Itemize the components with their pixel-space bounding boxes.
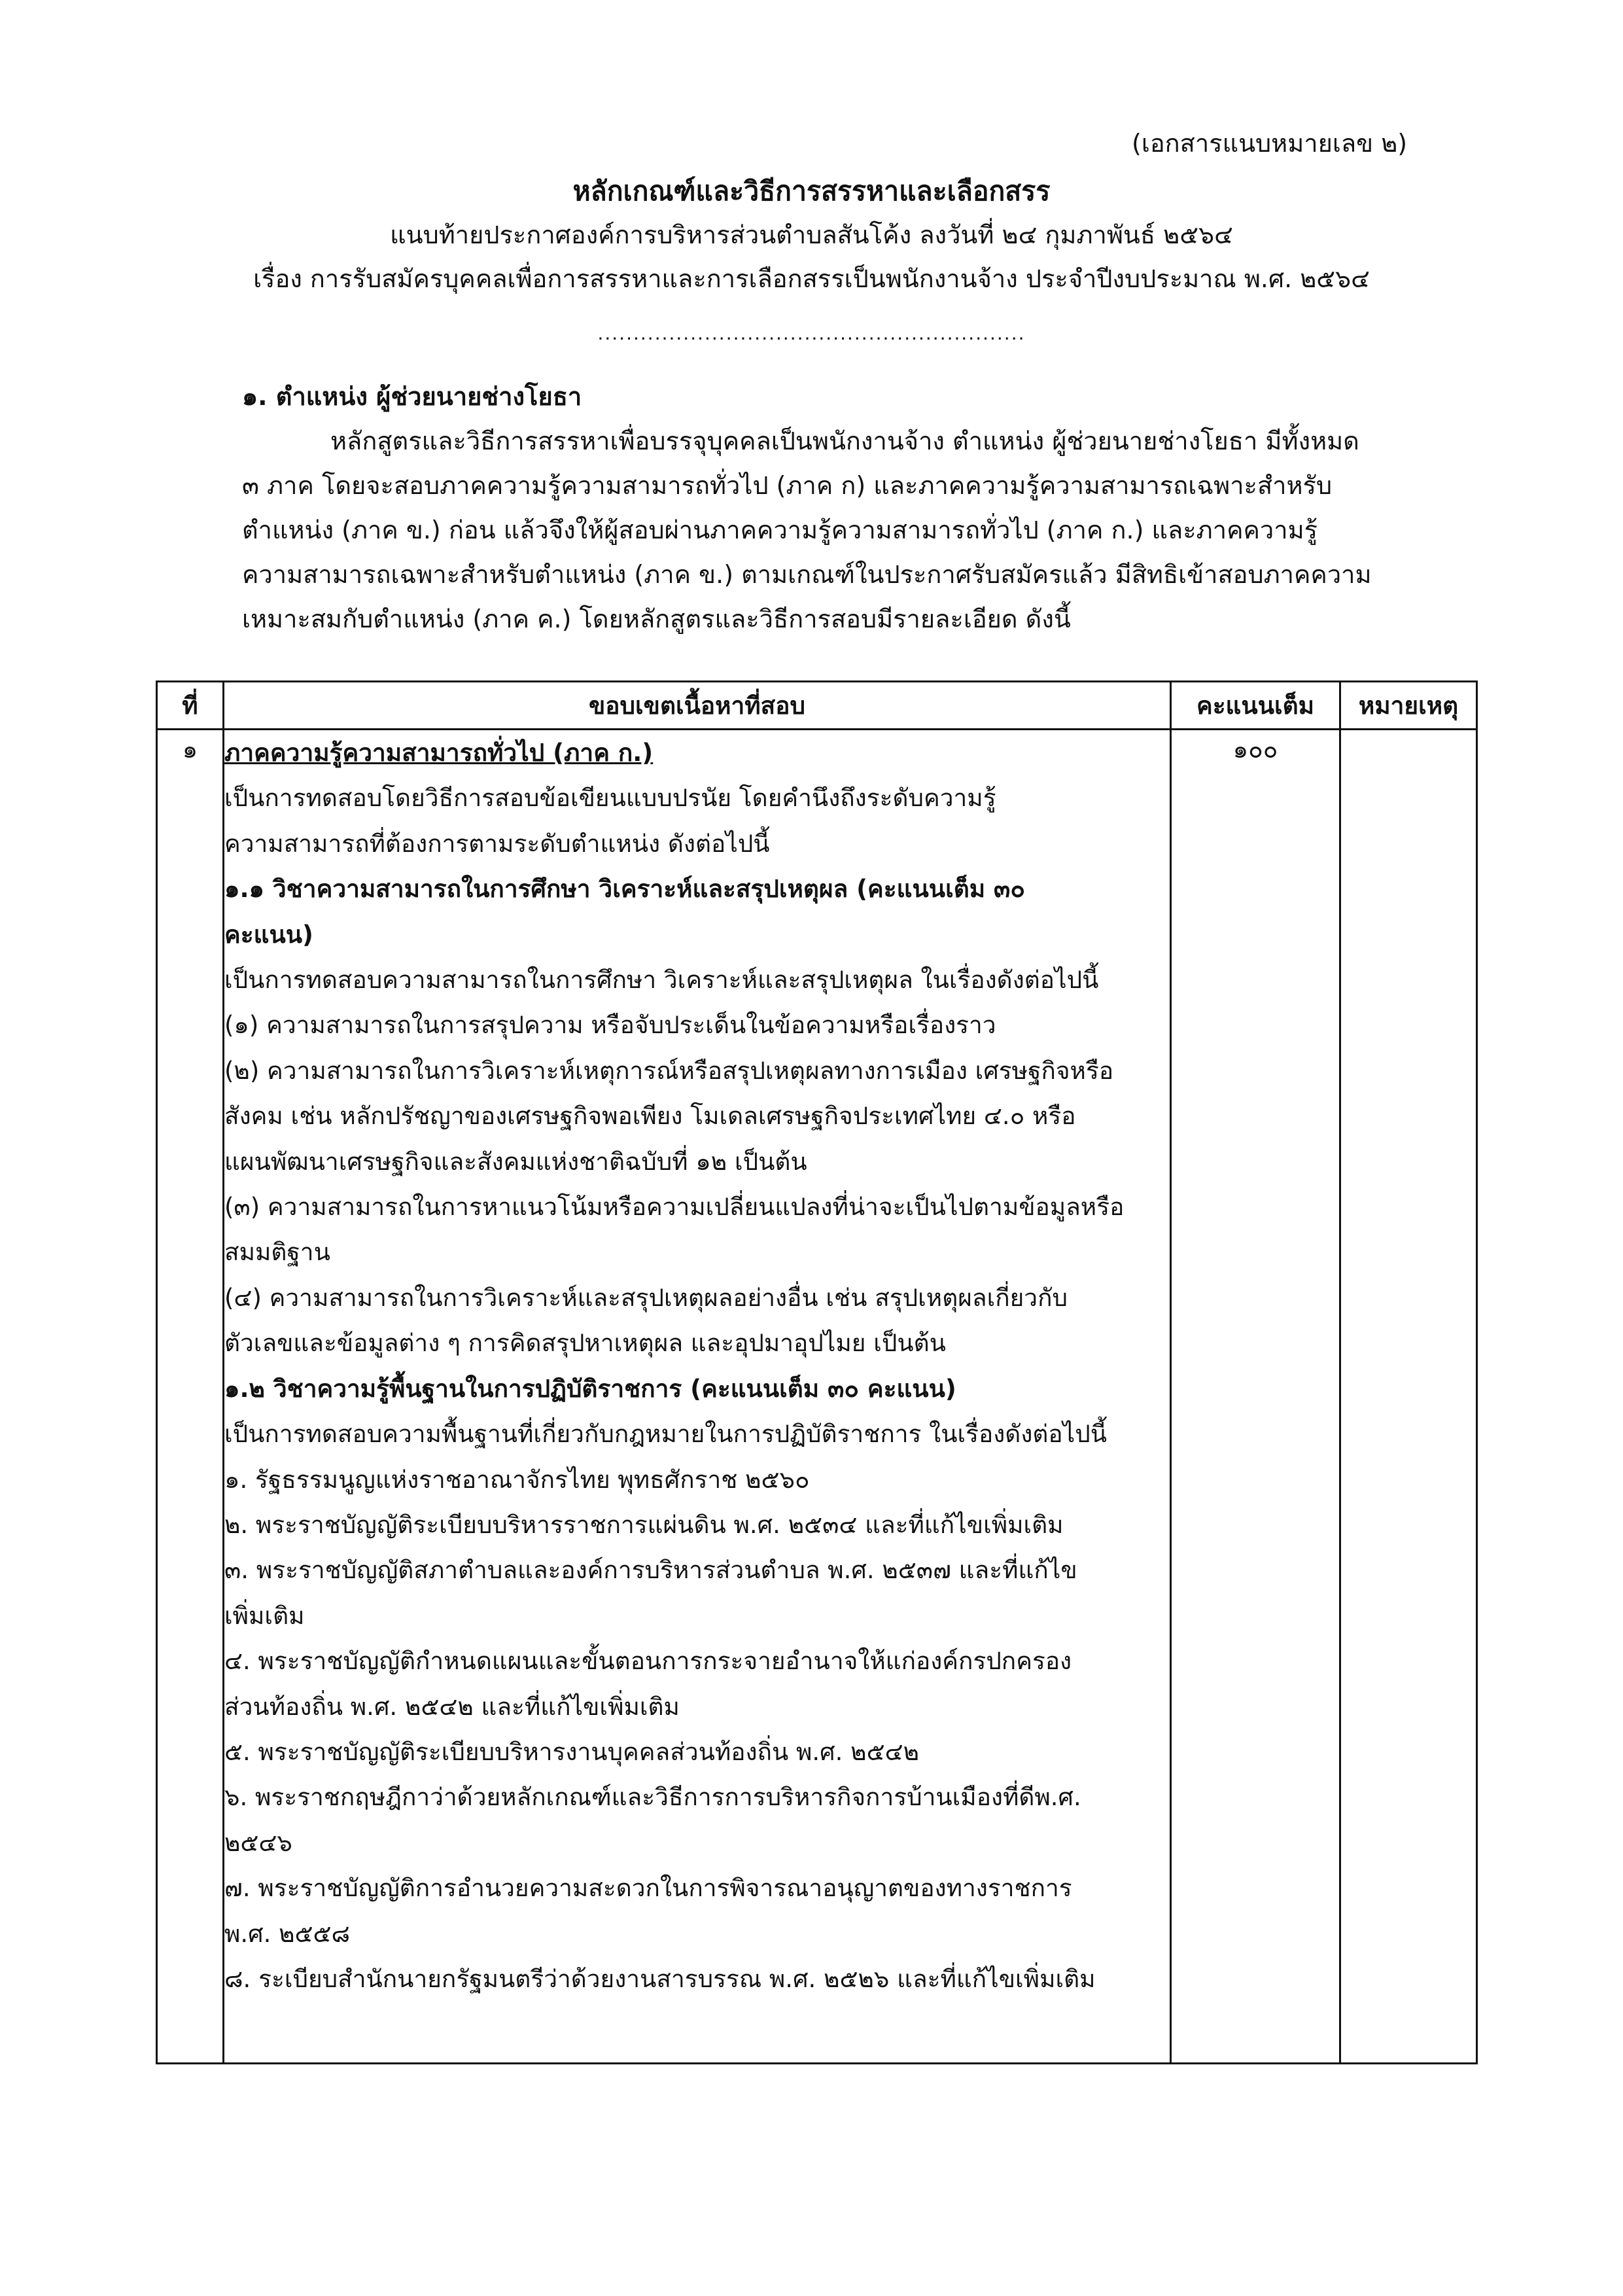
header-scope: ขอบเขตเนื้อหาที่สอบ [224,682,1171,730]
paragraph-line: ๓ ภาค โดยจะสอบภาคความรู้ความสามารถทั่วไป (ภาค ก) และภาคความรู้ความสามารถเฉพาะสำหรับ [242,471,1333,500]
content-line: สมมติฐาน [224,1238,330,1267]
content-line: (๑) ความสามารถในการสรุปความ หรือจับประเด็นในข้อความหรือเรื่องราว [224,1011,996,1040]
content-line: ๘. ระเบียบสำนักนายกรัฐมนตรีว่าด้วยงานสารบรรณ พ.ศ. ๒๕๒๖ และที่แก้ไขเพิ่มเติม [224,1964,1096,1993]
document-title: หลักเกณฑ์และวิธีการสรรหาและเลือกสรร [572,175,1051,207]
content-line: เพิ่มเติม [224,1601,305,1630]
exam-scope-table [156,680,1478,2064]
scope-content [224,730,1171,2064]
header-remark: หมายเหตุ [1340,682,1477,730]
content-line: ๖. พระราชกฤษฎีกาว่าด้วยหลักเกณฑ์และวิธีการการบริหารกิจการบ้านเมืองที่ดีพ.ศ. [224,1783,1081,1812]
paragraph-line: ความสามารถเฉพาะสำหรับตำแหน่ง (ภาค ข.) ตามเกณฑ์ในประกาศรับสมัครแล้ว มีสิทธิเข้าสอบภาคความ [242,560,1372,589]
subject-1-1-heading: ๑.๑ วิชาความสามารถในการศึกษา วิเคราะห์และสรุปเหตุผล (คะแนนเต็ม ๓๐ [224,875,1025,904]
content-line: เป็นการทดสอบความพื้นฐานที่เกี่ยวกับกฎหมายในการปฏิบัติราชการ ในเรื่องดังต่อไปนี้ [224,1420,1108,1449]
content-line: ความสามารถที่ต้องการตามระดับตำแหน่ง ดังต่อไปนี้ [224,829,770,858]
content-line: ตัวเลขและข้อมูลต่าง ๆ การคิดสรุปหาเหตุผล และอุปมาอุปไมย เป็นต้น [224,1329,946,1358]
subject-1-1-heading-cont: คะแนน) [224,920,313,949]
content-line: (๒) ความสามารถในการวิเคราะห์เหตุการณ์หรือสรุปเหตุผลทางการเมือง เศรษฐกิจหรือ [224,1056,1114,1085]
content-line: เป็นการทดสอบโดยวิธีการสอบข้อเขียนแบบปรนัย โดยคำนึงถึงระดับความรู้ [224,784,996,813]
remark-cell [1340,730,1477,2064]
content-line: แผนพัฒนาเศรษฐกิจและสังคมแห่งชาติฉบับที่ ๑๒ เป็นต้น [224,1147,807,1176]
subject-1-2-heading: ๑.๒ วิชาความรู้พื้นฐานในการปฏิบัติราชการ (คะแนนเต็ม ๓๐ คะแนน) [224,1374,956,1403]
header-no: ที่ [157,682,224,730]
content-line: เป็นการทดสอบความสามารถในการศึกษา วิเคราะห์และสรุปเหตุผล ในเรื่องดังต่อไปนี้ [224,966,1099,995]
paragraph-line: ตำแหน่ง (ภาค ข.) ก่อน แล้วจึงให้ผู้สอบผ่านภาคความรู้ความสามารถทั่วไป (ภาค ก.) และภาคความรู้ [242,516,1318,544]
subtitle-line-2: เรื่อง การรับสมัครบุคคลเพื่อการสรรหาและการเลือกสรรเป็นพนักงานจ้าง ประจำปีงบประมาณ พ.ศ. ๒๕๖๔ [253,264,1370,293]
dotted-separator: ............................................................ [597,323,1026,344]
content-line: ๒๕๔๖ [224,1828,292,1857]
content-line: ส่วนท้องถิ่น พ.ศ. ๒๕๔๒ และที่แก้ไขเพิ่มเติม [224,1692,680,1721]
content-line: (๓) ความสามารถในการหาแนวโน้มหรือความเปลี่ยนแปลงที่น่าจะเป็นไปตามข้อมูลหรือ [224,1193,1125,1222]
subtitle-line-1: แนบท้ายประกาศองค์การบริหารส่วนตำบลสันโค้ง ลงวันที่ ๒๔ กุมภาพันธ์ ๒๕๖๔ [390,221,1233,249]
content-line: ๑. รัฐธรรมนูญแห่งราชอาณาจักรไทย พุทธศักราช ๒๕๖๐ [224,1465,810,1494]
content-line: ๕. พระราชบัญญัติระเบียบบริหารงานบุคคลส่วนท้องถิ่น พ.ศ. ๒๕๔๒ [224,1737,919,1766]
content-line: ๗. พระราชบัญญัติการอำนวยความสะดวกในการพิจารณาอนุญาตของทางราชการ [224,1874,1072,1903]
attachment-label: (เอกสารแนบหมายเลข ๒) [1132,129,1408,158]
part-a-heading: ภาคความรู้ความสามารถทั่วไป (ภาค ก.) [224,739,654,767]
section-heading: ๑. ตำแหน่ง ผู้ช่วยนายช่างโยธา [242,382,582,411]
paragraph-line: หลักสูตรและวิธีการสรรหาเพื่อบรรจุบุคคลเป็นพนักงานจ้าง ตำแหน่ง ผู้ช่วยนายช่างโยธา มีทั้งหมด [330,427,1359,455]
content-line: สังคม เช่น หลักปรัชญาของเศรษฐกิจพอเพียง โมเดลเศรษฐกิจประเทศไทย ๔.๐ หรือ [224,1102,1076,1131]
content-line: ๒. พระราชบัญญัติระเบียบบริหารราชการแผ่นดิน พ.ศ. ๒๕๓๔ และที่แก้ไขเพิ่มเติม [224,1510,1064,1539]
paragraph-line: เหมาะสมกับตำแหน่ง (ภาค ค.) โดยหลักสูตรและวิธีการสอบมีรายละเอียด ดังนี้ [242,605,1071,633]
table-row [157,730,1477,2064]
content-line: ๓. พระราชบัญญัติสภาตำบลและองค์การบริหารส่วนตำบล พ.ศ. ๒๕๓๗ และที่แก้ไข [224,1556,1077,1585]
full-score-value: ๑๐๐ [1171,730,1340,2064]
content-line: พ.ศ. ๒๕๕๘ [224,1919,351,1948]
table-header-row [157,682,1477,730]
header-full-score: คะแนนเต็ม [1171,682,1340,730]
content-line: (๔) ความสามารถในการวิเคราะห์และสรุปเหตุผลอย่างอื่น เช่น สรุปเหตุผลเกี่ยวกับ [224,1283,1068,1312]
content-line: ๔. พระราชบัญญัติกำหนดแผนและขั้นตอนการกระจายอำนาจให้แก่องค์กรปกครอง [224,1647,1072,1676]
row-number: ๑ [157,730,224,2064]
